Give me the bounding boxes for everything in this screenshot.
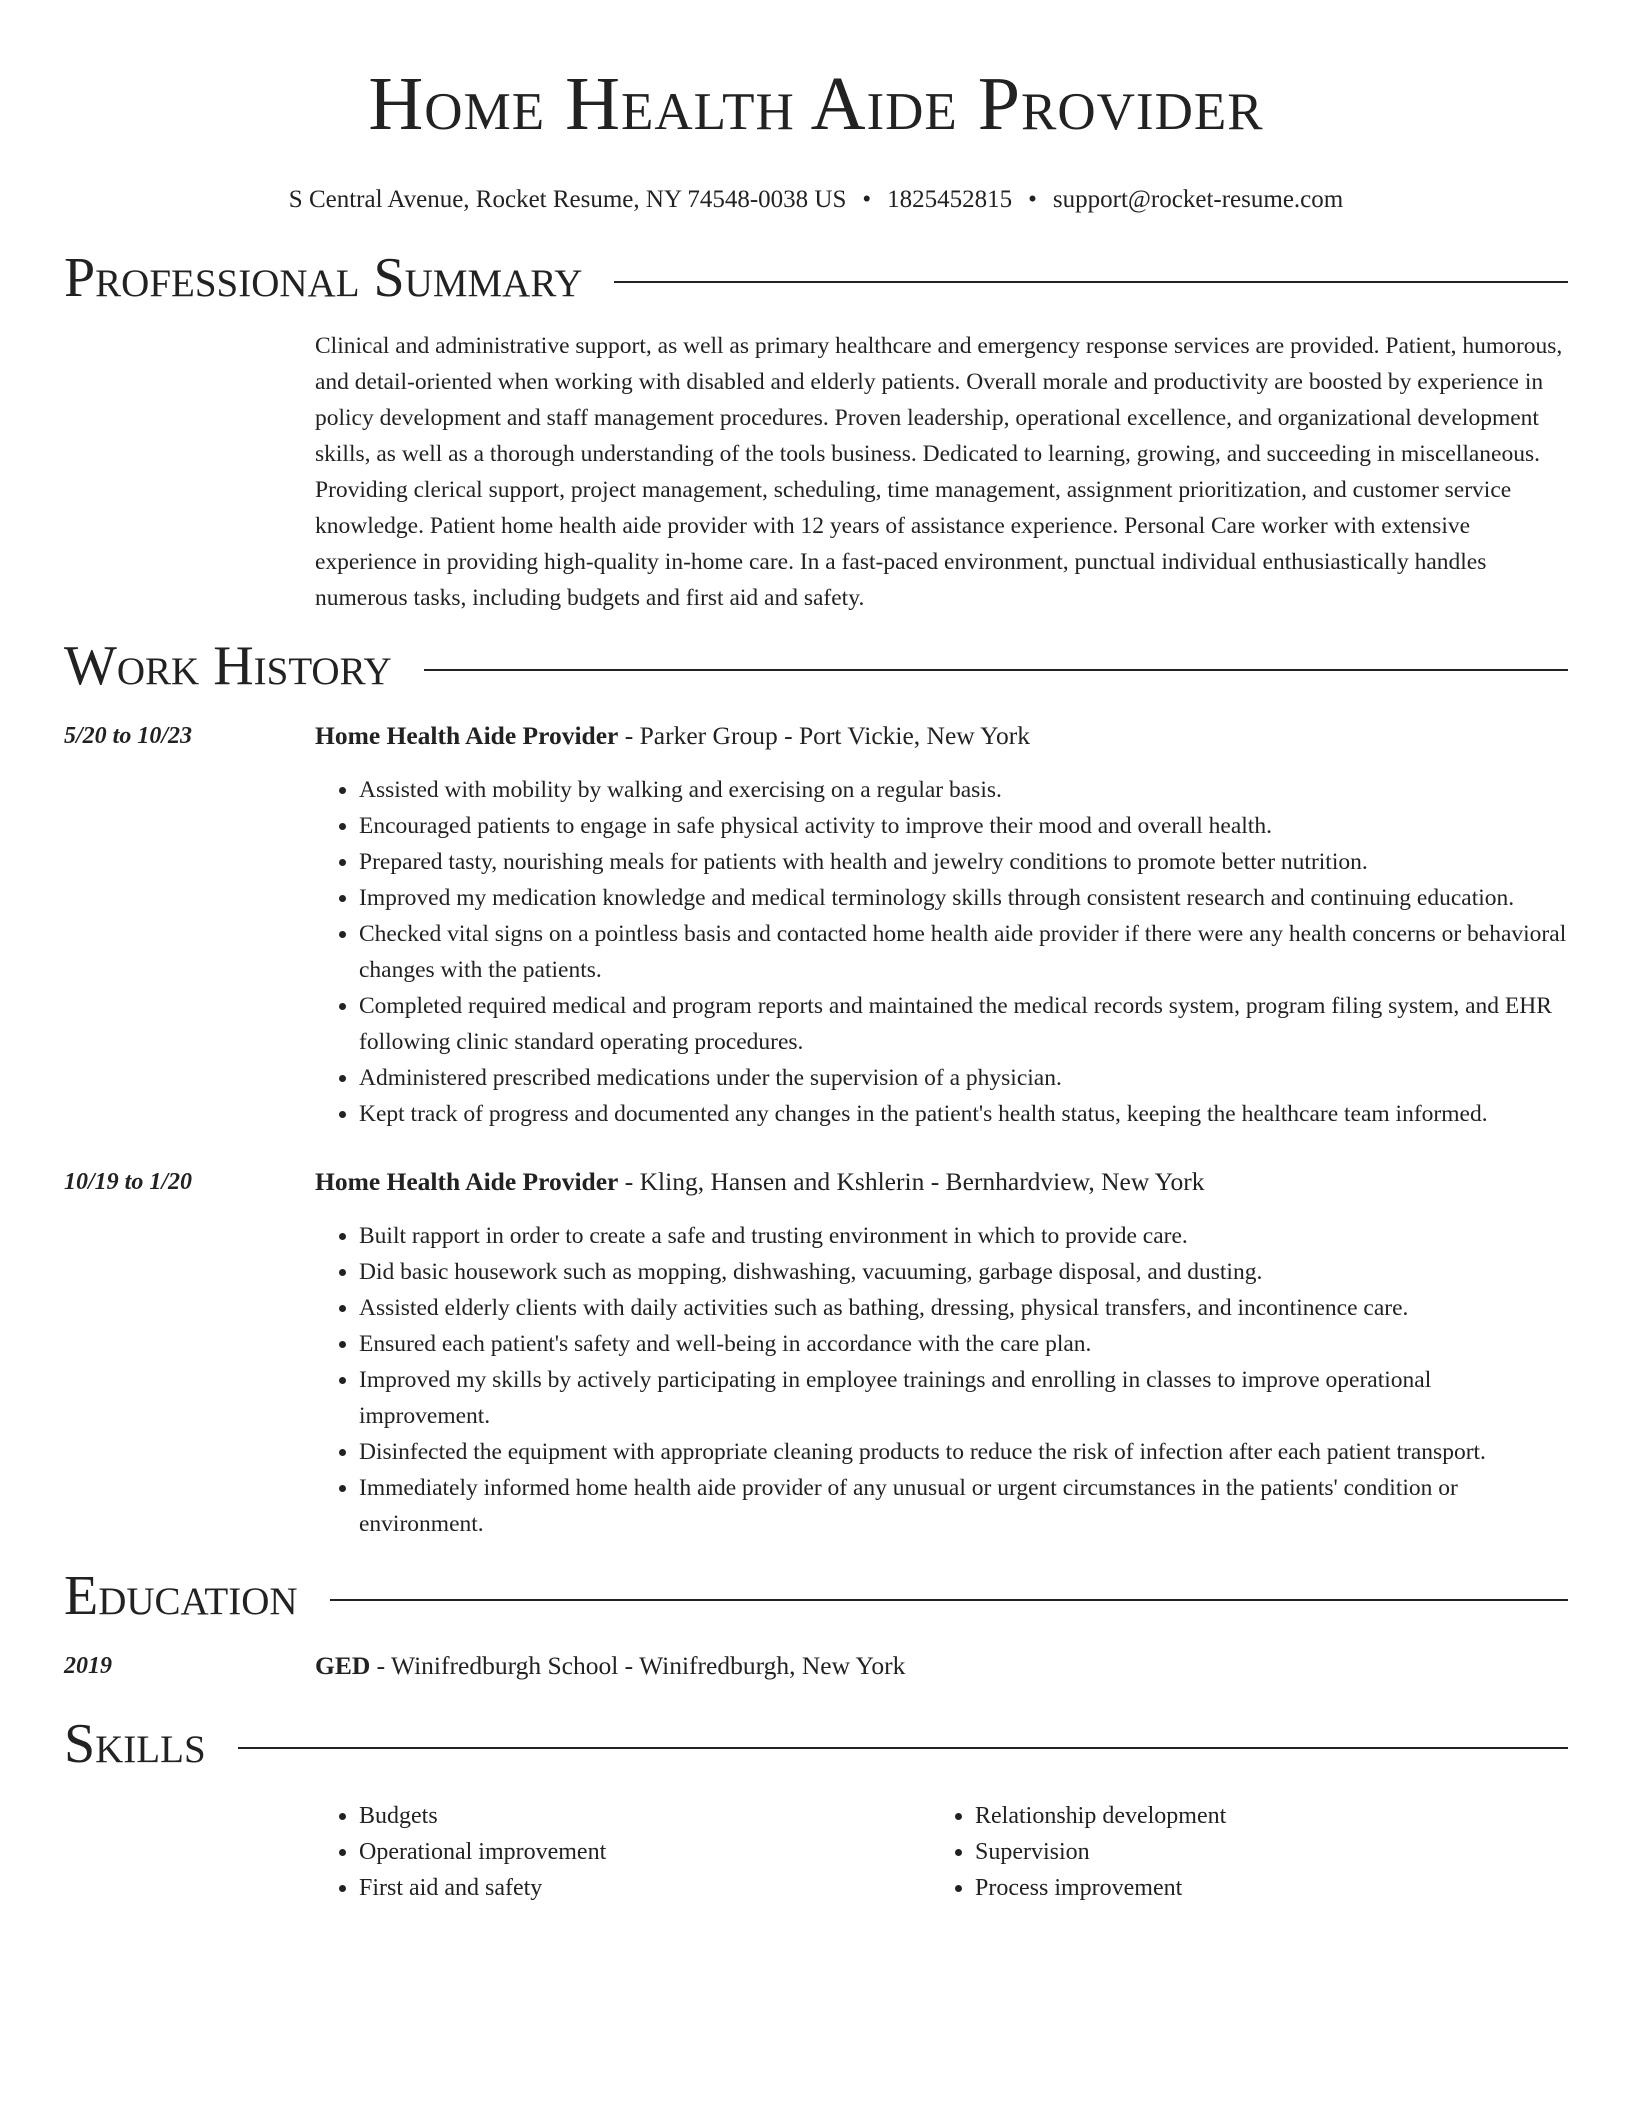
list-item: • Checked vital signs on a pointless basis and contacted home health aide provider if there were any health concerns or behavioral changes with the patients. <box>359 916 1568 988</box>
job-entry <box>64 1164 1568 1542</box>
job-bullets <box>315 772 1568 1132</box>
education-school: - Winifredburgh School - Winifredburgh, New York <box>370 1651 906 1680</box>
skills-column-right <box>931 1798 1547 1906</box>
job-title-line <box>315 1164 1568 1200</box>
education-degree: GED <box>315 1651 371 1680</box>
list-item: • Improved my skills by actively participating in employee trainings and enrolling in classes to improve operational improvement. <box>359 1362 1568 1434</box>
education-section-header <box>64 1564 1568 1628</box>
list-item: • Disinfected the equipment with appropriate cleaning products to reduce the risk of infection after each patient transport. <box>359 1434 1568 1470</box>
summary-text: Clinical and administrative support, as well as primary healthcare and emergency response services are provided. Patient, humorous, and detail-oriented when working with disabled and elderly patients. Overall morale and productivity are boosted by experience in policy development and staff management procedures. Proven leadership, operational excellence, and organizational development skills, as well as a thorough understanding of the tools business. Dedicated to learning, growing, and succeeding in miscellaneous. Providing clerical support, project management, scheduling, time management, assignment prioritization, and customer service knowledge. Patient home health aide provider with 12 years of assistance experience. Personal Care worker with extensive experience in providing high-quality in-home care. In a fast-paced environment, punctual individual enthusiastically handles numerous tasks, including budgets and first aid and safety. <box>315 333 1563 611</box>
job-employer: - Parker Group - Port Vickie, New York <box>618 721 1030 750</box>
summary-heading: Professional Summary <box>64 247 583 309</box>
list-item: • Completed required medical and program reports and maintained the medical records system, program filing system, and EHR following clinic standard operating procedures. <box>359 988 1568 1060</box>
skill-item: • Operational improvement <box>359 1834 931 1870</box>
job-body <box>315 718 1568 1132</box>
skills-column-left <box>315 1798 931 1906</box>
skills-section-header <box>64 1712 1568 1776</box>
job-body <box>315 1164 1568 1542</box>
list-item: • Did basic housework such as mopping, dishwashing, vacuuming, garbage disposal, and dusting. <box>359 1254 1568 1290</box>
summary-section-header <box>64 246 1568 310</box>
job-title: Home Health Aide Provider <box>315 1167 619 1196</box>
skill-item: • Process improvement <box>975 1870 1547 1906</box>
education-line <box>315 1648 1568 1684</box>
email: support@rocket-resume.com <box>1052 186 1344 213</box>
education-heading: Education <box>64 1565 298 1627</box>
list-item: • Prepared tasty, nourishing meals for patients with health and jewelry conditions to promote better nutrition. <box>359 844 1568 880</box>
education-body <box>315 1648 1568 1684</box>
job-title-line <box>315 718 1568 754</box>
list-item: • Built rapport in order to create a safe and trusting environment in which to provide care. <box>359 1218 1568 1254</box>
phone: 1825452815 <box>887 186 1013 213</box>
work-section-header <box>64 634 1568 698</box>
job-bullets <box>315 1218 1568 1542</box>
skill-item: • First aid and safety <box>359 1870 931 1906</box>
list-item: • Immediately informed home health aide provider of any unusual or urgent circumstances in the patients' condition or environment. <box>359 1470 1568 1542</box>
job-dates: 10/19 to 1/20 <box>64 1169 193 1195</box>
skill-item: • Relationship development <box>975 1798 1547 1834</box>
section-divider <box>238 1747 1568 1749</box>
skills-heading: Skills <box>64 1713 206 1775</box>
skill-item: • Budgets <box>359 1798 931 1834</box>
list-item: • Assisted with mobility by walking and exercising on a regular basis. <box>359 772 1568 808</box>
work-heading: Work History <box>64 635 392 697</box>
skill-item: • Supervision <box>975 1834 1547 1870</box>
contact-separator: • <box>1028 186 1037 213</box>
list-item: • Improved my medication knowledge and medical terminology skills through consistent research and continuing education. <box>359 880 1568 916</box>
list-item: • Kept track of progress and documented any changes in the patient's health status, keeping the healthcare team informed. <box>359 1096 1568 1132</box>
candidate-name: Home Health Aide Provider <box>368 62 1264 146</box>
job-dates: 5/20 to 10/23 <box>64 723 193 749</box>
section-divider <box>424 669 1568 671</box>
education-year: 2019 <box>64 1653 112 1679</box>
address: S Central Avenue, Rocket Resume, NY 74548-0038 US <box>288 186 847 213</box>
section-divider <box>330 1599 1568 1601</box>
list-item: • Assisted elderly clients with daily activities such as bathing, dressing, physical transfers, and incontinence care. <box>359 1290 1568 1326</box>
education-entry <box>64 1648 1568 1684</box>
job-title: Home Health Aide Provider <box>315 721 619 750</box>
contact-separator: • <box>862 186 872 213</box>
job-entry <box>64 718 1568 1132</box>
list-item: • Ensured each patient's safety and well-being in accordance with the care plan. <box>359 1326 1568 1362</box>
contact-line <box>64 184 1568 216</box>
section-divider <box>614 281 1568 283</box>
list-item: • Encouraged patients to engage in safe physical activity to improve their mood and overall health. <box>359 808 1568 844</box>
list-item: • Administered prescribed medications under the supervision of a physician. <box>359 1060 1568 1096</box>
skills-grid <box>315 1798 1568 1906</box>
job-employer: - Kling, Hansen and Kshlerin - Bernhardview, New York <box>618 1167 1205 1196</box>
